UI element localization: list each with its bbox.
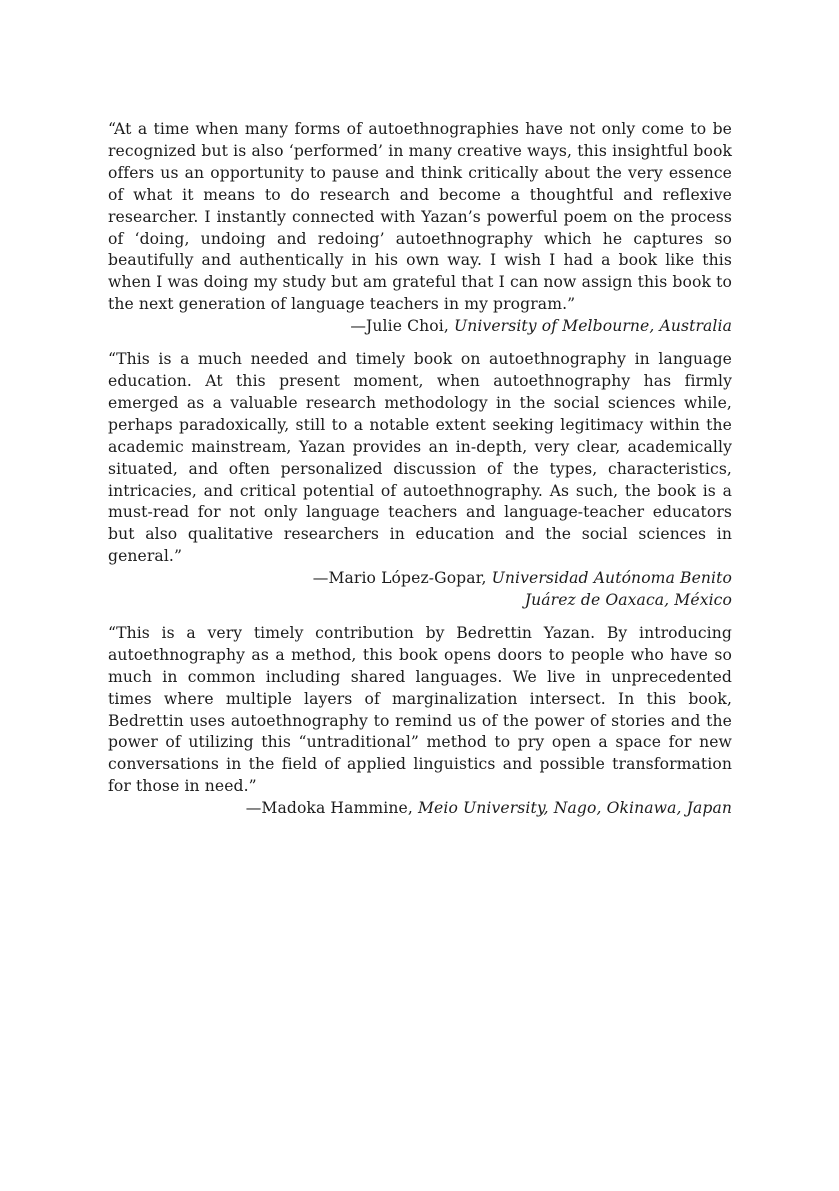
endorsements-page: [108, 119, 732, 831]
endorsement-2: [108, 349, 732, 612]
endorsement-attribution: [108, 798, 732, 820]
endorsement-quote: “This is a very timely contribution by Bedrettin Yazan. By introducing autoethnography as a method, this book opens doors to people who have so much in common including shared languages. We live in unprecedented times where multiple layers of marginalization intersect. In this book, Bedrettin uses autoethnography to remind us of the power of stories and the power of utilizing this “untraditional” method to pry open a space for new conversations in the field of applied linguistics and possible transformation for those in need.”: [108, 623, 732, 796]
endorsement-quote: “At a time when many forms of autoethnographies have not only come to be recognized but is also ‘performed’ in many creative ways, this insightful book offers us an opportunity to pause and think critically about the very essence of what it means to do research and become a thoughtful and reflexive researcher. I instantly connected with Yazan’s powerful poem on the process of ‘doing, undoing and redoing’ autoethnography which he captures so beautifully and authentically in his own way. I wish I had a book like this when I was doing my study but am grateful that I can now assign this book to the next generation of language teachers in my program.”: [108, 120, 732, 314]
endorsement-affiliation: University of Melbourne, Australia: [453, 317, 732, 336]
endorsement-author: —Madoka Hammine,: [245, 799, 413, 818]
endorsement-author: —Julie Choi,: [350, 317, 449, 336]
endorsement-3: [108, 623, 732, 820]
endorsement-attribution-line2: [108, 590, 732, 612]
endorsement-1: [108, 119, 732, 338]
endorsement-author: —Mario López-Gopar,: [312, 569, 487, 588]
endorsement-attribution: [108, 316, 732, 338]
endorsement-attribution: [108, 568, 732, 590]
endorsement-affiliation-line2: Juárez de Oaxaca, México: [524, 591, 732, 610]
endorsement-affiliation: Universidad Autónoma Benito: [491, 569, 732, 588]
endorsement-quote: “This is a much needed and timely book on autoethnography in language education. At this present moment, when autoethnography has firmly emerged as a valuable research methodology in the social sciences while, perhaps paradoxically, still to a notable extent seeking legitimacy within the academic mainstream, Yazan provides an in-depth, very clear, academically situated, and often personalized discussion of the types, characteristics, intricacies, and critical potential of autoethnography. As such, the book is a must-read for not only language teachers and language-teacher educators but also qualitative researchers in education and the social sciences in general.”: [108, 350, 732, 566]
endorsement-affiliation: Meio University, Nago, Okinawa, Japan: [417, 799, 732, 818]
